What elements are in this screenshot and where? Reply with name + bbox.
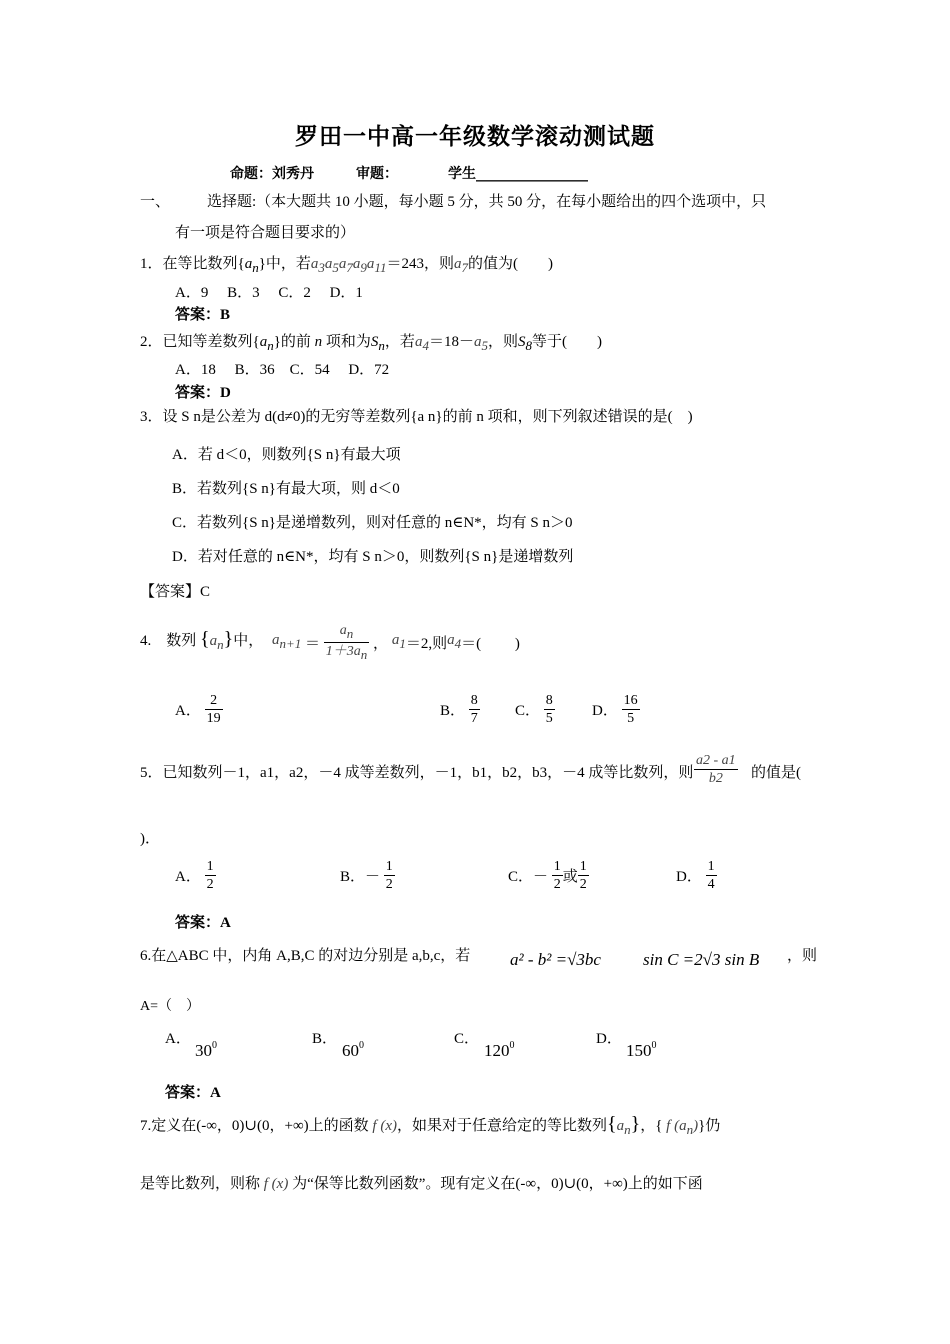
question-7-line-2: 是等比数列，则称 f (x) 为“保等比数列函数”。现有定义在(-∞，0)∪(0，+∞)上的如下函 [140, 1176, 703, 1192]
question-2-options: A．18 B．36 C．54 D．72 [175, 362, 390, 378]
section-heading: 选择题:（本大题共 10 小题，每小题 5 分，共 50 分，在每小题给出的四个选项中，只 [207, 194, 767, 210]
question-6-condition-2: sin C =2√3 sin B [643, 950, 760, 969]
question-6: 6.在△ABC 中，内角 A,B,C 的对边分别是 a,b,c，若 [140, 948, 471, 964]
question-1-options: A．9 B．3 C．2 D．1 [175, 285, 363, 301]
question-6-option-d-label: D． [596, 1031, 622, 1047]
question-3-option-a: A．若 d＜0，则数列{S n}有最大项 [172, 447, 401, 463]
section-heading-cont: 有一项是符合题目要求的） [175, 225, 356, 241]
question-5-option-b: B．－ $\frac{1}{2}$ [340, 859, 393, 892]
question-6-option-c-label: C． [454, 1031, 480, 1047]
question-5-option-a: A． $\frac{1}{2}$ [175, 859, 214, 892]
reviewer-label: 审题： [356, 166, 398, 182]
question-7: 7.定义在(-∞，0)∪(0，+∞)上的函数 f (x)，如果对于任意给定的等比数列$\{a_n\}$，{ f $(a_n)$}仍 [140, 1113, 721, 1137]
question-6-option-d: $150^0$ [626, 1040, 657, 1060]
question-5-end: 的值是( [751, 765, 801, 781]
student-label: 学生________________ [448, 166, 588, 182]
question-5: 5．已知数列－1，a1，a2，－4 成等差数列，－1，b1，b2，b3，－4 成等比数列，则 [140, 765, 694, 781]
question-6-option-a-label: A． [165, 1031, 191, 1047]
question-4-option-a: A． $\frac{2}{19}$ [175, 693, 221, 726]
question-5-answer: 答案：A [175, 915, 231, 931]
question-6-condition-1: a² - b² =√3bc [510, 950, 601, 969]
question-2: 2．已知等差数列$\{a_n\}$的前 n 项和为$S_n$，若$a_4=18-a_5$，则$S_8$等于( ) [140, 334, 602, 353]
question-6-line-2: A=（ ） [140, 999, 201, 1014]
question-5-option-d: D． $\frac{1}{4}$ [676, 859, 715, 892]
question-5-option-c: C．－ $\frac{1}{2}$ 或 $\frac{1}{2}$ [508, 859, 587, 892]
question-6-end: ，则 [787, 948, 818, 964]
question-5-fraction: $\frac{a2 - a1}{b2}$ [696, 753, 736, 786]
question-3-option-b: B．若数列{S n}有最大项，则 d＜0 [172, 481, 400, 497]
question-4-option-c: C． $\frac{8}{5}$ [515, 693, 553, 726]
question-1-answer: 答案：B [175, 307, 231, 323]
question-6-option-a: $30^0$ [195, 1040, 217, 1060]
question-4-option-d: D． $\frac{16}{5}$ [592, 693, 638, 726]
question-6-option-b-label: B． [312, 1031, 338, 1047]
question-4-formula: $a_{n+1}$ ＝ $\frac{a_n}{1+3a_n}$ ， $a_1=2$,则$a_4=$( ) [272, 623, 520, 662]
question-3-option-c: C．若数列{S n}是递增数列，则对任意的 n∈N*，均有 S n＞0 [172, 515, 573, 531]
question-3-option-d: D．若对任意的 n∈N*，均有 S n＞0，则数列{S n}是递增数列 [172, 549, 574, 565]
question-6-option-c: $120^0$ [484, 1040, 515, 1060]
section-number: 一、 [140, 194, 171, 210]
author-label: 命题：刘秀丹 [230, 166, 314, 182]
question-3-answer: 【答案】C [140, 584, 211, 600]
question-6-answer: 答案：A [165, 1085, 221, 1101]
question-5-tail: )． [140, 831, 160, 847]
question-2-answer: 答案：D [175, 385, 231, 401]
question-3: 3．设 S n是公差为 d(d≠0)的无穷等差数列{a n}的前 n 项和，则下列叙述错误的是( ) [140, 409, 693, 425]
question-4-option-b: B． $\frac{8}{7}$ [440, 693, 478, 726]
question-4: 4. 数列 $\{a_n\}$中， [140, 628, 264, 652]
page-title: 罗田一中高一年级数学滚动测试题 [295, 124, 655, 150]
question-1: 1．在等比数列$\{a_n\}$中，若$a_3a_5a_7a_9a_{11}=243$，则$a_7$的值为( ) [140, 256, 553, 275]
question-6-option-b: $60^0$ [342, 1040, 364, 1060]
